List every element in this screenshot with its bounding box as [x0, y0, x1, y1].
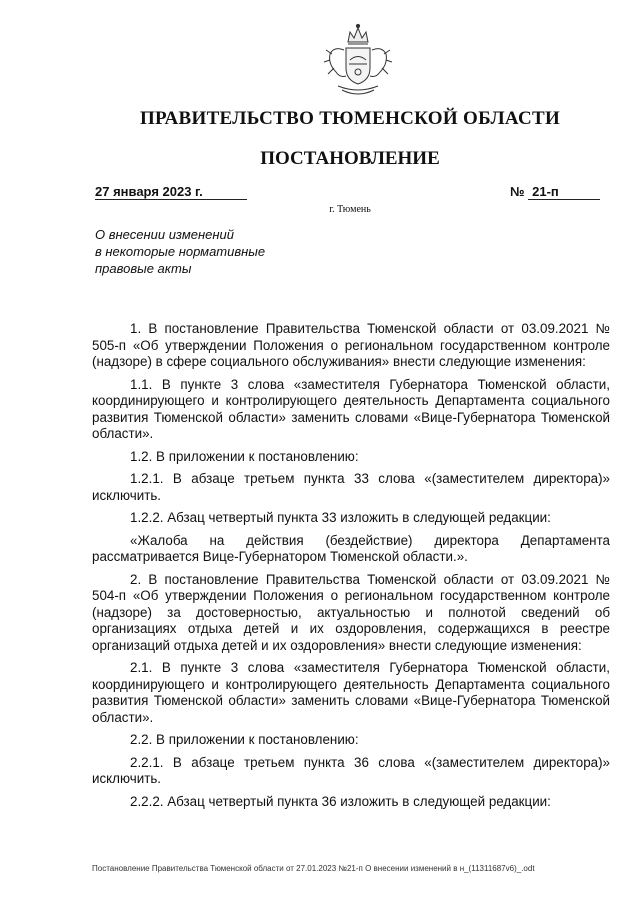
paragraph: 1.1. В пункте 3 слова «заместителя Губернатора Тюменской области, координирующего и контролирующего деятельность Департамента социального развития Тюменской области» заменить словами «Вице-Губернатора Тюменской области».	[92, 376, 610, 441]
paragraph: 1.2. В приложении к постановлению:	[130, 448, 359, 464]
paragraph: «Жалоба на действия (бездействие) директора Департамента рассматривается Вице-Губернатором Тюменской области.».	[92, 532, 610, 564]
paragraph: 2.1. В пункте 3 слова «заместителя Губернатора Тюменской области, координирующего и контролирующего деятельность Департамента социального развития Тюменской области» заменить словами «Вице-Губернатора Тюменской области».	[92, 660, 610, 725]
document-number-block	[510, 184, 600, 200]
paragraph: 1. В постановление Правительства Тюменской области от 03.09.2021 № 505-п «Об утверждении Положения о региональном государственном контроле (надзоре) в сфере социального обслуживания» внести следующие изменения:	[92, 321, 610, 369]
government-title: ПРАВИТЕЛЬСТВО ТЮМЕНСКОЙ ОБЛАСТИ	[139, 108, 561, 129]
document-body	[92, 321, 610, 816]
coat-of-arms-icon	[316, 20, 400, 100]
document-date: 27 января 2023 г.	[95, 184, 247, 200]
subject-line: правовые акты	[95, 261, 192, 276]
paragraph: 2. В постановление Правительства Тюменской области от 03.09.2021 № 504-п «Об утверждении Положения о региональном государственном контроле (надзоре) за достоверностью, актуальностью и полнотой сведений об организациях отдыха детей и их оздоровления, содержащихся в реестре организаций отдыха детей и их оздоровления» внести следующие изменения:	[92, 571, 610, 653]
paragraph: 2.2.1. В абзаце третьем пункта 36 слова «(заместителем директора)» исключить.	[92, 754, 610, 786]
document-number: 21-п	[528, 184, 600, 200]
document-type: ПОСТАНОВЛЕНИЕ	[260, 148, 440, 169]
paragraph: 1.2.1. В абзаце третьем пункта 33 слова «(заместителем директора)» исключить.	[92, 471, 610, 503]
page-footer: Постановление Правительства Тюменской области от 27.01.2023 №21-п О внесении изменений в н_(11311687v6)_.odt	[92, 864, 535, 873]
subject-line: в некоторые нормативные	[95, 244, 266, 259]
number-sign: №	[510, 184, 525, 199]
paragraph: 2.2.2. Абзац четвертый пункта 36 изложить в следующей редакции:	[130, 793, 551, 809]
document-subject	[95, 226, 315, 277]
city: г. Тюмень	[329, 204, 371, 215]
paragraph: 2.2. В приложении к постановлению:	[130, 732, 359, 747]
subject-line: О внесении изменений	[95, 227, 234, 242]
paragraph: 1.2.2. Абзац четвертый пункта 33 изложить в следующей редакции:	[130, 510, 551, 525]
